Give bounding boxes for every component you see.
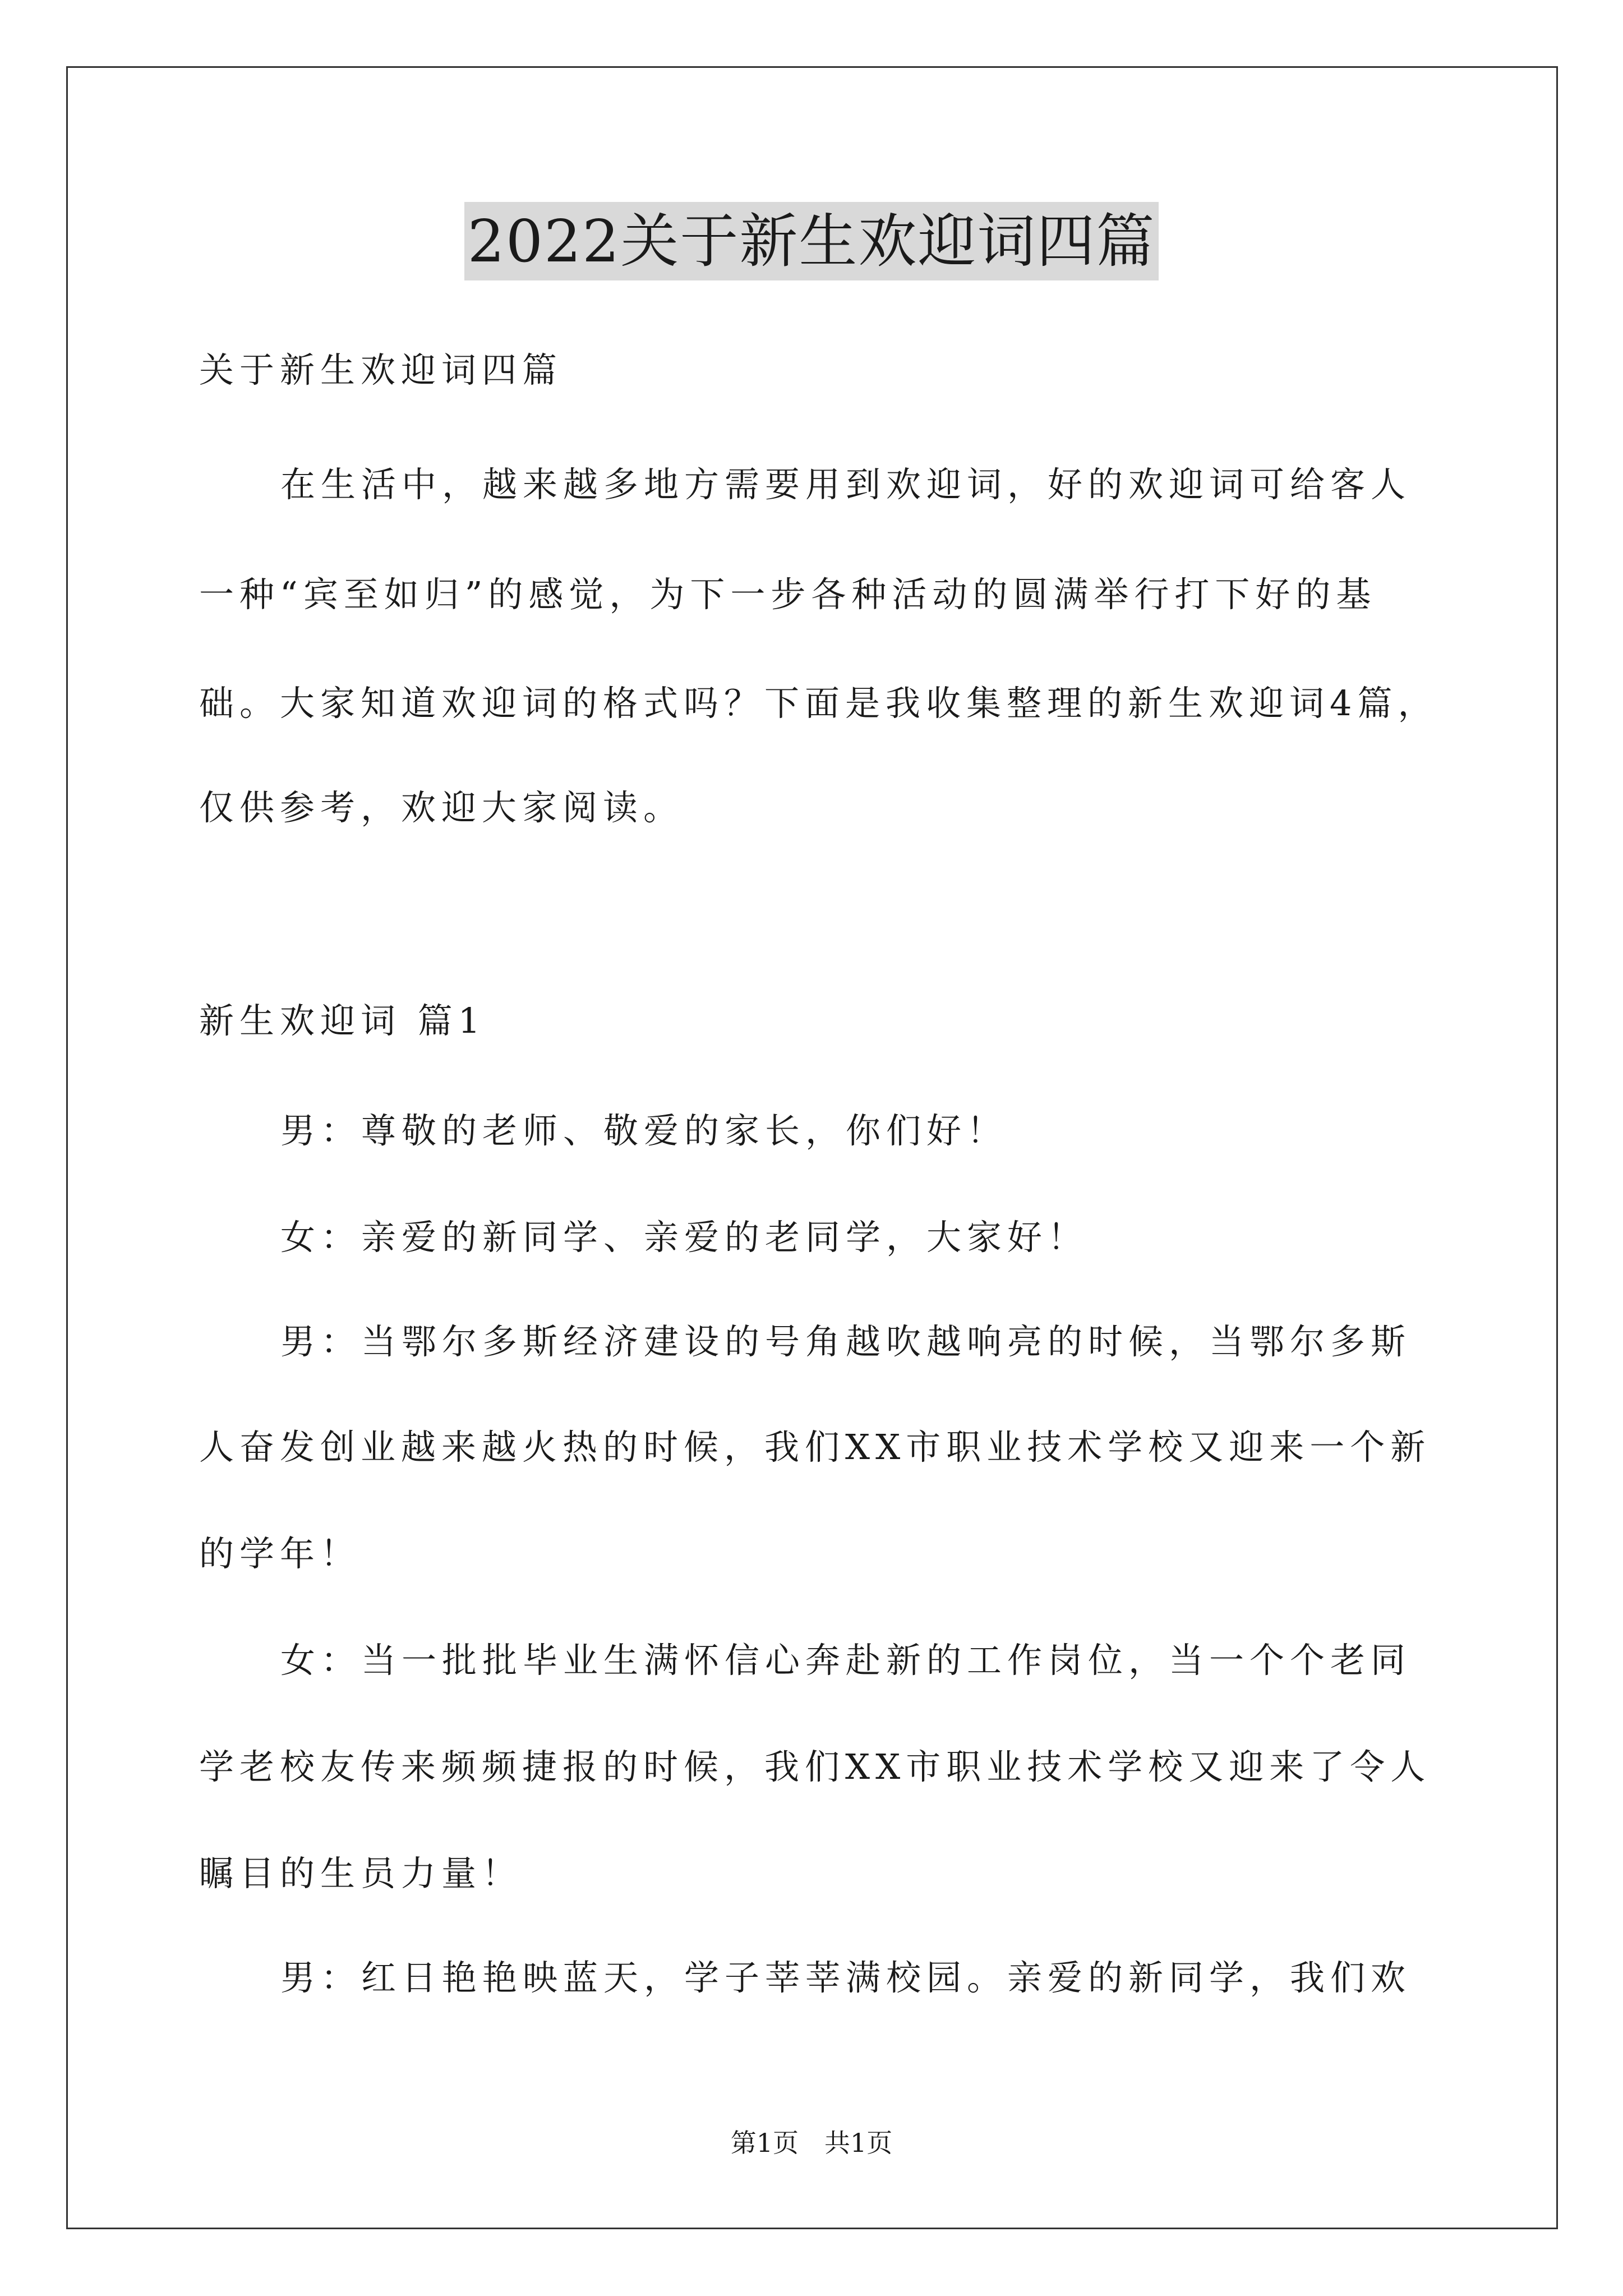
paragraph-line: 在生活中，越来越多地方需要用到欢迎词，好的欢迎词可给客人 [280, 464, 1412, 505]
document-title: 2022关于新生欢迎词四篇 [464, 202, 1159, 280]
paragraph-line: 学老校友传来频频捷报的时候，我们XX市职业技术学校又迎来了令人 [199, 1746, 1431, 1787]
paragraph-line: 瞩目的生员力量！ [199, 1853, 523, 1894]
paragraph-line: 男：红日艳艳映蓝天，学子莘莘满校园。亲爱的新同学，我们欢 [280, 1957, 1412, 1998]
page-footer: 第1页 共1页 [730, 2128, 893, 2158]
paragraph-line: 人奋发创业越来越火热的时候，我们XX市职业技术学校又迎来一个新 [199, 1427, 1431, 1467]
paragraph-line: 男：当鄂尔多斯经济建设的号角越吹越响亮的时候，当鄂尔多斯 [280, 1321, 1412, 1362]
paragraph-line: 女：当一批批毕业生满怀信心奔赴新的工作岗位，当一个个老同 [280, 1640, 1412, 1681]
paragraph-line: 的学年！ [199, 1533, 361, 1574]
section-heading: 新生欢迎词 篇1 [199, 1000, 486, 1041]
paragraph-line: 女：亲爱的新同学、亲爱的老同学，大家好！ [280, 1217, 1089, 1258]
paragraph-line: 男：尊敬的老师、敬爱的家长，你们好！ [280, 1110, 1008, 1151]
paragraph-line: 仅供参考，欢迎大家阅读。 [199, 787, 684, 828]
title-block [0, 202, 1623, 280]
subtitle-line: 关于新生欢迎词四篇 [199, 349, 563, 390]
paragraph-line: 一种“宾至如归”的感觉，为下一步各种活动的圆满举行打下好的基 [199, 574, 1377, 615]
paragraph-line: 础。大家知道欢迎词的格式吗？下面是我收集整理的新生欢迎词4篇， [199, 683, 1438, 724]
